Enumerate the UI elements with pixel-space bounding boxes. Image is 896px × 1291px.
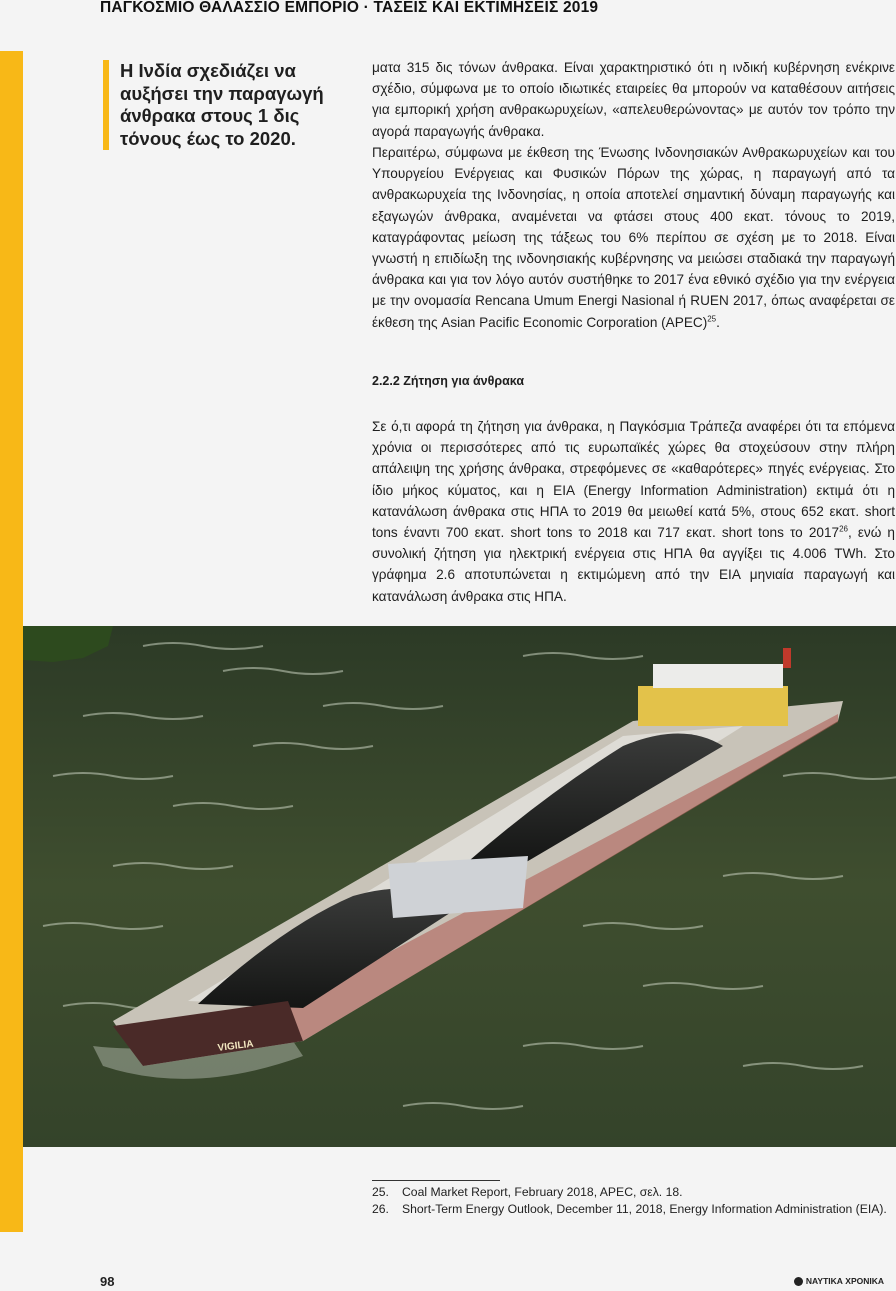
section-subheading: 2.2.2 Ζήτηση για άνθρακα [372, 374, 525, 388]
paragraph-3-text-b: , ενώ η συνολική ζήτηση για ηλεκτρική ενέργεια στις ΗΠΑ θα αγγίξει τις 4.006 TWh. Στο γράφημα 2.6 αποτυπώνεται η εκτιμώμενη από την EIA μηνιαία παραγωγή και κατανάλωση άνθρακα στις ΗΠΑ. [372, 525, 895, 604]
paragraph-3-text-a: Σε ό,τι αφορά τη ζήτηση για άνθρακα, η Παγκόσμια Τράπεζα αναφέρει ότι τα επόμενα χρόνια οι περισσότερες από τις ευρωπαϊκές χώρες θα στοχεύσουν στην πλήρη απάλειψη της χρήσης άνθρακα, στρεφόμενες σε «καθαρότερες» πηγές ενέργειας. Στο ίδιο μήκος κύματος, και η EIA (Energy Information Administration) εκτιμά ότι η κατανάλωση άνθρακα στις ΗΠΑ το 2019 θα μειωθεί κατά 5%, στους 652 εκατ. short tons έναντι 700 εκατ. short tons το 2018 και 717 εκατ. short tons το 2017 [372, 419, 895, 541]
coal-barge-photo [23, 626, 896, 1147]
page-number: 98 [100, 1274, 115, 1289]
pull-quote: Η Ινδία σχεδιάζει να αυξήσει την παραγωγή άνθρακα στους 1 δις τόνους έως το 2020. [103, 60, 333, 150]
barge-illustration [23, 626, 896, 1147]
publisher-logo [794, 1276, 884, 1286]
publisher-name: ΝΑΥΤΙΚΑ ΧΡΟΝΙΚΑ [805, 1276, 884, 1286]
footnote-25: 25. Coal Market Report, February 2018, APEC, σελ. 18. [372, 1185, 683, 1199]
footnote-26: 26. Short-Term Energy Outlook, December 11, 2018, Energy Information Administration (EIA). [372, 1202, 887, 1216]
wheelhouse-roof [653, 664, 783, 688]
body-paragraph-3 [372, 416, 895, 607]
footnote-divider [372, 1180, 500, 1181]
paragraph-2-text: Περαιτέρω, σύμφωνα με έκθεση της Ένωσης Ινδονησιακών Ανθρακωρυχείων και του Υπουργείου Ενέργειας και Φυσικών Πόρων της χώρας, η παραγωγή από τα ανθρακωρυχεία της Ινδονησίας, η οποία αποτελεί σημαντική δύναμη παραγωγής και εξαγωγών άνθρακα, αναμένεται να φτάσει στους 400 εκατ. τόνους το 2019, καταγράφοντας μείωση της τάξεως του 6% περίπου σε σχέση με το 2018. Είναι γνωστή η επιδίωξη της ινδονησιακής κυβέρνησης να μειώσει σταδιακά την παραγωγή άνθρακα και για τον λόγο αυτόν συστήθηκε το 2017 ένα εθνικό σχέδιο για την ενέργεια με την ονομασία Rencana Umum Energi Nasional ή RUEN 2017, όπως αναφέρεται σε έκθεση της Asian Pacific Economic Corporation (APEC) [372, 145, 895, 330]
running-header: ΠΑΓΚΟΣΜΙΟ ΘΑΛΑΣΣΙΟ ΕΜΠΟΡΙΟ · ΤΑΣΕΙΣ ΚΑΙ ΕΚΤΙΜΗΣΕΙΣ 2019 [100, 0, 599, 16]
wheelhouse [638, 686, 788, 726]
paragraph-2-end: . [716, 314, 720, 330]
footnote-ref-25[interactable]: 25 [707, 314, 717, 324]
publisher-icon [794, 1277, 803, 1286]
footnote-ref-26[interactable]: 26 [839, 524, 848, 534]
flag [783, 648, 791, 668]
body-paragraph-2 [372, 142, 895, 333]
footnotes [372, 1184, 887, 1218]
vessel-name-label: VIGILIA [217, 1038, 255, 1054]
body-paragraph-1: ματα 315 δις τόνων άνθρακα. Είναι χαρακτηριστικό ότι η ινδική κυβέρνηση ενέκρινε σχέδιο, σύμφωνα με το οποίο ιδιωτικές εταιρείες θα μπορούν να καταθέσουν αιτήσεις για εμπορική χρήση ανθρακωρυχείων, «απελευθερώνοντας» με αυτόν τον τρόπο την αγορά παραγωγής άνθρακα. [372, 60, 895, 139]
hatch-cover [388, 856, 528, 918]
accent-side-bar [0, 51, 23, 1232]
